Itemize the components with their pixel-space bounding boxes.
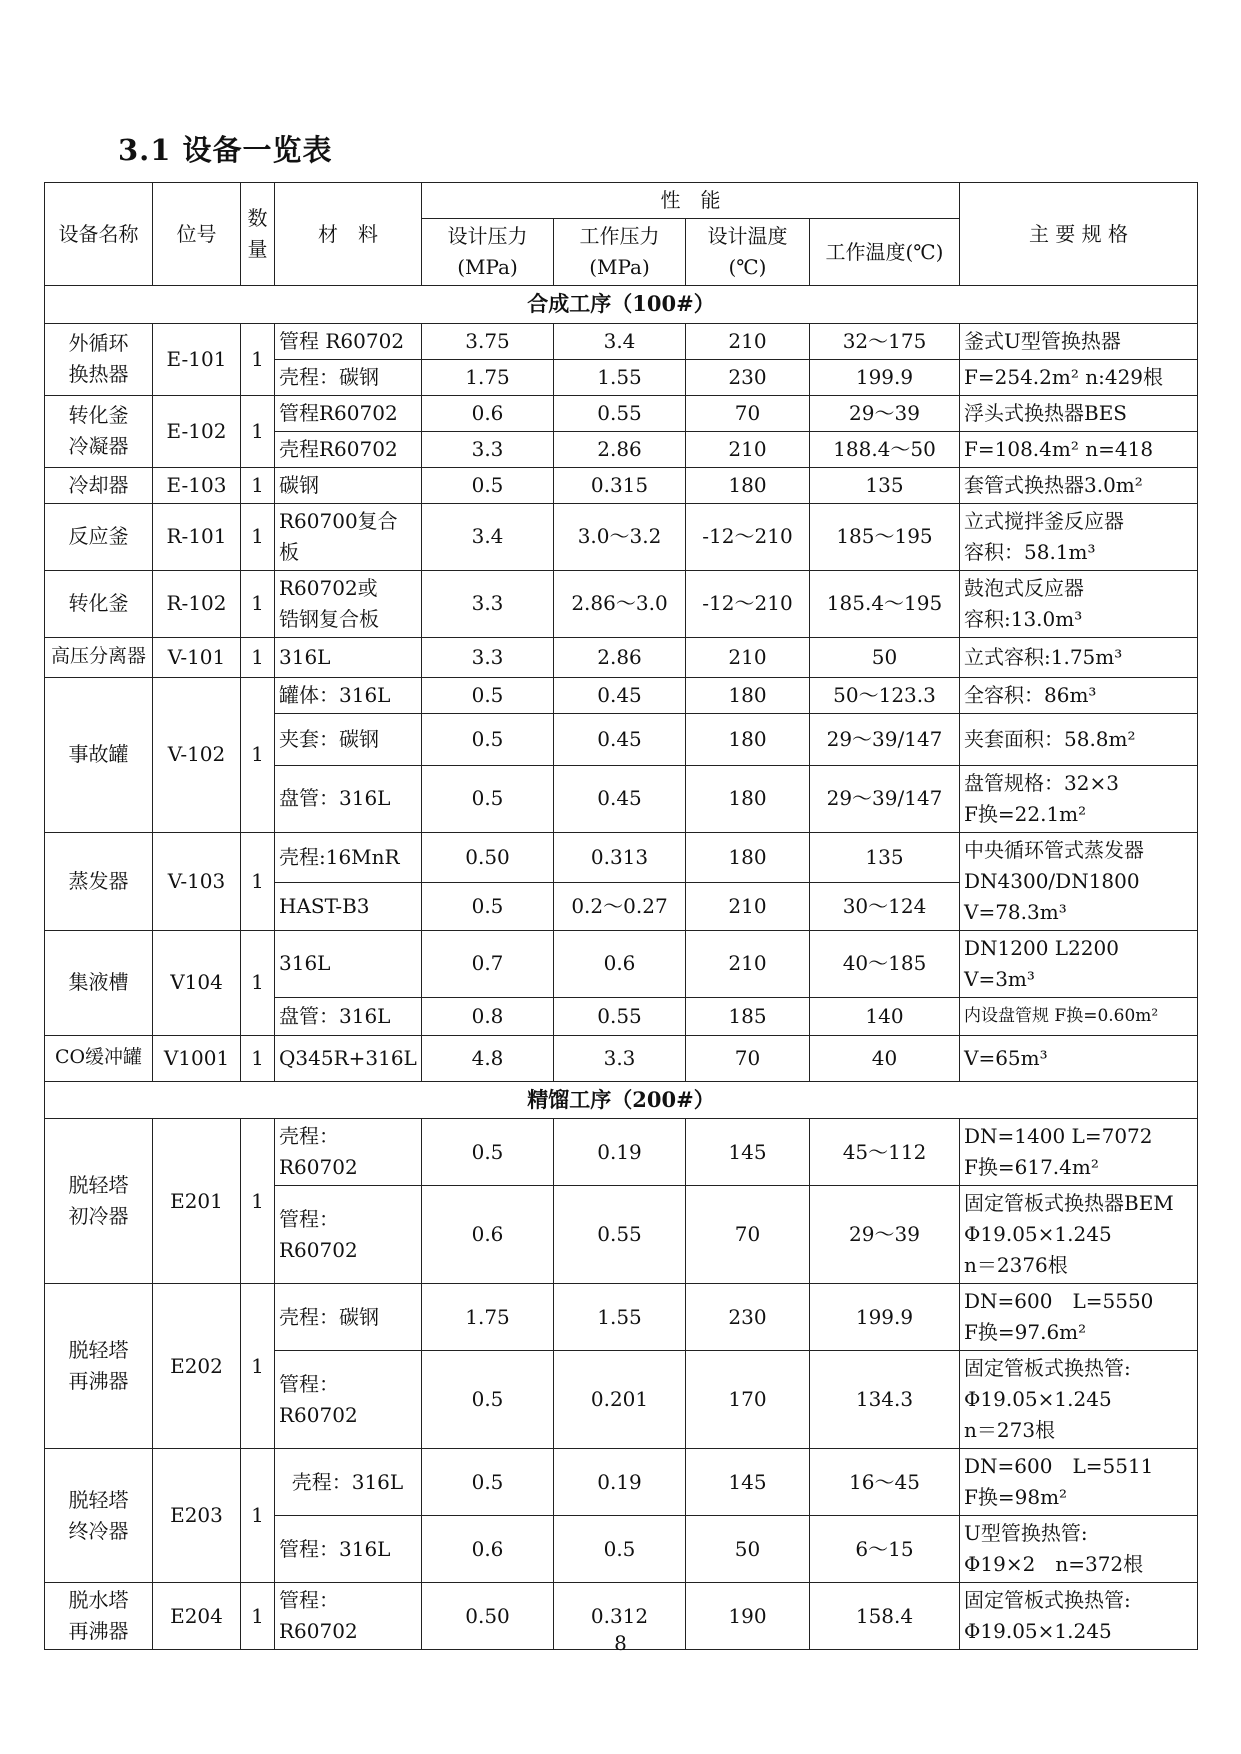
- material: 罐体：316L: [275, 677, 422, 713]
- equipment-qty: 1: [241, 467, 275, 503]
- equipment-name: 冷却器: [45, 467, 153, 503]
- work-temp: 40: [810, 1035, 960, 1081]
- work-temp: 29～39/147: [810, 765, 960, 832]
- equipment-tag: E202: [153, 1284, 241, 1449]
- work-temp: 188.4～50: [810, 431, 960, 467]
- design-temp: 190: [686, 1583, 810, 1650]
- work-pressure: 0.19: [554, 1449, 686, 1516]
- design-temp: 50: [686, 1516, 810, 1583]
- work-pressure: 0.45: [554, 677, 686, 713]
- work-pressure: 2.86: [554, 637, 686, 677]
- work-temp: 29～39: [810, 1186, 960, 1284]
- design-pressure: 1.75: [422, 359, 554, 395]
- equipment-name: 反应釜: [45, 503, 153, 570]
- material: 管程 R60702: [275, 323, 422, 359]
- equipment-tag: E-103: [153, 467, 241, 503]
- table-row: [45, 467, 1198, 503]
- spec: F=108.4m² n=418: [960, 431, 1198, 467]
- design-temp: 70: [686, 395, 810, 431]
- design-temp: 180: [686, 677, 810, 713]
- equipment-qty: 1: [241, 1035, 275, 1081]
- spec: F=254.2m² n:429根: [960, 359, 1198, 395]
- work-temp: 50: [810, 637, 960, 677]
- equipment-qty: 1: [241, 930, 275, 1035]
- work-temp: 50～123.3: [810, 677, 960, 713]
- spec: 中央循环管式蒸发器 DN4300/DN1800 V=78.3m³: [960, 832, 1198, 930]
- work-temp: 30～124: [810, 882, 960, 930]
- equipment-table: [44, 182, 1198, 1650]
- header-design-temp: 设计温度 (℃): [686, 219, 810, 286]
- equipment-name: 脱水塔 再沸器: [45, 1583, 153, 1650]
- work-pressure: 0.201: [554, 1351, 686, 1449]
- spec: 夹套面积：58.8m²: [960, 713, 1198, 765]
- material: 管程R60702: [275, 395, 422, 431]
- work-temp: 134.3: [810, 1351, 960, 1449]
- design-pressure: 0.5: [422, 713, 554, 765]
- work-pressure: 2.86: [554, 431, 686, 467]
- material: 碳钢: [275, 467, 422, 503]
- design-temp: 210: [686, 637, 810, 677]
- work-temp: 32～175: [810, 323, 960, 359]
- table-row: [45, 637, 1198, 677]
- work-pressure: 0.19: [554, 1119, 686, 1186]
- equipment-qty: 1: [241, 503, 275, 570]
- equipment-tag: V104: [153, 930, 241, 1035]
- equipment-name: CO缓冲罐: [45, 1035, 153, 1081]
- work-pressure: 2.86～3.0: [554, 570, 686, 637]
- equipment-qty: 1: [241, 677, 275, 832]
- work-pressure: 0.55: [554, 395, 686, 431]
- table-row: [45, 1119, 1198, 1186]
- equipment-tag: E203: [153, 1449, 241, 1583]
- spec: 固定管板式换热管: Φ19.05×1.245 n＝273根: [960, 1351, 1198, 1449]
- equipment-tag: E204: [153, 1583, 241, 1650]
- material: 壳程:16MnR: [275, 832, 422, 882]
- design-pressure: 0.5: [422, 1119, 554, 1186]
- table-row: [45, 503, 1198, 570]
- work-temp: 40～185: [810, 930, 960, 997]
- spec: 盘管规格：32×3 F换=22.1m²: [960, 765, 1198, 832]
- design-temp: 180: [686, 713, 810, 765]
- table-row: [45, 1284, 1198, 1351]
- design-temp: 185: [686, 997, 810, 1035]
- header-name: 设备名称: [45, 183, 153, 286]
- design-pressure: 0.50: [422, 1583, 554, 1650]
- equipment-name: 转化釜: [45, 570, 153, 637]
- work-temp: 140: [810, 997, 960, 1035]
- table-row: [45, 930, 1198, 997]
- table-row: [45, 1449, 1198, 1516]
- header-spec: 主 要 规 格: [960, 183, 1198, 286]
- design-pressure: 4.8: [422, 1035, 554, 1081]
- section-heading-100: 合成工序（100#）: [45, 286, 1198, 324]
- work-pressure: 1.55: [554, 1284, 686, 1351]
- design-temp: 145: [686, 1119, 810, 1186]
- design-pressure: 0.6: [422, 1186, 554, 1284]
- material: 夹套：碳钢: [275, 713, 422, 765]
- spec: 立式搅拌釜反应器 容积：58.1m³: [960, 503, 1198, 570]
- section-heading-200: 精馏工序（200#）: [45, 1081, 1198, 1119]
- equipment-tag: V-102: [153, 677, 241, 832]
- equipment-qty: 1: [241, 832, 275, 930]
- work-temp: 158.4: [810, 1583, 960, 1650]
- spec: 内设盘管规 F换=0.60m²: [960, 997, 1198, 1035]
- equipment-qty: 1: [241, 323, 275, 395]
- equipment-qty: 1: [241, 395, 275, 467]
- spec: 固定管板式换热器BEM Φ19.05×1.245 n＝2376根: [960, 1186, 1198, 1284]
- spec: V=65m³: [960, 1035, 1198, 1081]
- table-row: [45, 395, 1198, 431]
- design-pressure: 0.5: [422, 1449, 554, 1516]
- design-pressure: 3.3: [422, 637, 554, 677]
- design-temp: 210: [686, 431, 810, 467]
- equipment-tag: E201: [153, 1119, 241, 1284]
- table-row: [45, 1035, 1198, 1081]
- equipment-qty: 1: [241, 1583, 275, 1650]
- material: HAST-B3: [275, 882, 422, 930]
- material: 管程：R60702: [275, 1583, 422, 1650]
- equipment-qty: 1: [241, 1284, 275, 1449]
- design-pressure: 3.75: [422, 323, 554, 359]
- design-pressure: 0.8: [422, 997, 554, 1035]
- header-performance: 性 能: [422, 183, 960, 219]
- work-temp: 6～15: [810, 1516, 960, 1583]
- equipment-name: 集液槽: [45, 930, 153, 1035]
- work-pressure: 1.55: [554, 359, 686, 395]
- design-pressure: 0.5: [422, 467, 554, 503]
- spec: 浮头式换热器BES: [960, 395, 1198, 431]
- design-pressure: 0.6: [422, 395, 554, 431]
- work-pressure: 0.55: [554, 1186, 686, 1284]
- spec: 立式容积:1.75m³: [960, 637, 1198, 677]
- design-temp: 180: [686, 765, 810, 832]
- work-temp: 185～195: [810, 503, 960, 570]
- table-row: [45, 323, 1198, 359]
- table-row: [45, 570, 1198, 637]
- design-temp: 210: [686, 930, 810, 997]
- design-temp: 145: [686, 1449, 810, 1516]
- header-qty: 数 量: [241, 183, 275, 286]
- work-temp: 45～112: [810, 1119, 960, 1186]
- equipment-qty: 1: [241, 637, 275, 677]
- material: 管程：R60702: [275, 1351, 422, 1449]
- material: 316L: [275, 637, 422, 677]
- material: Q345R+316L: [275, 1035, 422, 1081]
- design-pressure: 0.5: [422, 677, 554, 713]
- work-pressure: 0.45: [554, 713, 686, 765]
- work-pressure: 0.2～0.27: [554, 882, 686, 930]
- design-pressure: 3.3: [422, 431, 554, 467]
- design-temp: 170: [686, 1351, 810, 1449]
- equipment-name: 高压分离器: [45, 637, 153, 677]
- equipment-tag: V-101: [153, 637, 241, 677]
- header-work-temp: 工作温度(℃): [810, 219, 960, 286]
- design-temp: 210: [686, 323, 810, 359]
- work-pressure: 0.45: [554, 765, 686, 832]
- work-temp: 199.9: [810, 1284, 960, 1351]
- work-pressure: 0.313: [554, 832, 686, 882]
- equipment-name: 转化釜 冷凝器: [45, 395, 153, 467]
- work-pressure: 0.55: [554, 997, 686, 1035]
- work-temp: 29～39/147: [810, 713, 960, 765]
- table-row: [45, 832, 1198, 882]
- spec: U型管换热管: Φ19×2 n=372根: [960, 1516, 1198, 1583]
- header-work-pressure: 工作压力 (MPa): [554, 219, 686, 286]
- work-temp: 135: [810, 467, 960, 503]
- design-temp: 230: [686, 359, 810, 395]
- equipment-qty: 1: [241, 1119, 275, 1284]
- equipment-tag: V1001: [153, 1035, 241, 1081]
- spec: 固定管板式换热管: Φ19.05×1.245: [960, 1583, 1198, 1650]
- material: 壳程：碳钢: [275, 359, 422, 395]
- material: 壳程：316L: [275, 1449, 422, 1516]
- material: 盘管：316L: [275, 765, 422, 832]
- equipment-tag: V-103: [153, 832, 241, 930]
- equipment-qty: 1: [241, 1449, 275, 1583]
- design-pressure: 0.5: [422, 882, 554, 930]
- design-temp: 210: [686, 882, 810, 930]
- design-pressure: 1.75: [422, 1284, 554, 1351]
- work-temp: 29～39: [810, 395, 960, 431]
- design-pressure: 3.3: [422, 570, 554, 637]
- spec: DN=600 L=5511 F换=98m²: [960, 1449, 1198, 1516]
- design-temp: -12～210: [686, 570, 810, 637]
- equipment-name: 蒸发器: [45, 832, 153, 930]
- spec: DN=600 L=5550 F换=97.6m²: [960, 1284, 1198, 1351]
- material: 壳程：碳钢: [275, 1284, 422, 1351]
- equipment-tag: R-102: [153, 570, 241, 637]
- work-pressure: 0.5: [554, 1516, 686, 1583]
- equipment-qty: 1: [241, 570, 275, 637]
- design-temp: -12～210: [686, 503, 810, 570]
- material: 壳程R60702: [275, 431, 422, 467]
- work-temp: 135: [810, 832, 960, 882]
- material: 316L: [275, 930, 422, 997]
- work-pressure: 3.4: [554, 323, 686, 359]
- page-number: 8: [614, 1631, 627, 1655]
- design-temp: 230: [686, 1284, 810, 1351]
- equipment-tag: E-102: [153, 395, 241, 467]
- material: 壳程：R60702: [275, 1119, 422, 1186]
- page-title: 3.1 设备一览表: [118, 133, 333, 167]
- spec: 全容积：86m³: [960, 677, 1198, 713]
- design-temp: 70: [686, 1035, 810, 1081]
- equipment-tag: E-101: [153, 323, 241, 395]
- design-temp: 70: [686, 1186, 810, 1284]
- work-temp: 199.9: [810, 359, 960, 395]
- material: 管程：316L: [275, 1516, 422, 1583]
- work-pressure: 3.3: [554, 1035, 686, 1081]
- equipment-tag: R-101: [153, 503, 241, 570]
- design-pressure: 0.50: [422, 832, 554, 882]
- equipment-name: 脱轻塔 再沸器: [45, 1284, 153, 1449]
- work-pressure: 3.0～3.2: [554, 503, 686, 570]
- design-pressure: 3.4: [422, 503, 554, 570]
- spec: 套管式换热器3.0m²: [960, 467, 1198, 503]
- spec: DN1200 L2200 V=3m³: [960, 930, 1198, 997]
- spec: 釜式U型管换热器: [960, 323, 1198, 359]
- material: R60702或 锆钢复合板: [275, 570, 422, 637]
- design-temp: 180: [686, 467, 810, 503]
- material: 盘管：316L: [275, 997, 422, 1035]
- design-temp: 180: [686, 832, 810, 882]
- equipment-name: 脱轻塔 初冷器: [45, 1119, 153, 1284]
- table-row: [45, 677, 1198, 713]
- material: R60700复合板: [275, 503, 422, 570]
- work-pressure: 0.315: [554, 467, 686, 503]
- design-pressure: 0.7: [422, 930, 554, 997]
- equipment-name: 事故罐: [45, 677, 153, 832]
- work-temp: 16～45: [810, 1449, 960, 1516]
- header-design-pressure: 设计压力 (MPa): [422, 219, 554, 286]
- spec: 鼓泡式反应器 容积:13.0m³: [960, 570, 1198, 637]
- design-pressure: 0.5: [422, 1351, 554, 1449]
- header-material: 材 料: [275, 183, 422, 286]
- header-tag: 位号: [153, 183, 241, 286]
- equipment-name: 外循环 换热器: [45, 323, 153, 395]
- design-pressure: 0.6: [422, 1516, 554, 1583]
- material: 管程：R60702: [275, 1186, 422, 1284]
- work-pressure: 0.6: [554, 930, 686, 997]
- work-pressure: 0.312: [554, 1583, 686, 1650]
- equipment-name: 脱轻塔 终冷器: [45, 1449, 153, 1583]
- work-temp: 185.4～195: [810, 570, 960, 637]
- design-pressure: 0.5: [422, 765, 554, 832]
- spec: DN=1400 L=7072 F换=617.4m²: [960, 1119, 1198, 1186]
